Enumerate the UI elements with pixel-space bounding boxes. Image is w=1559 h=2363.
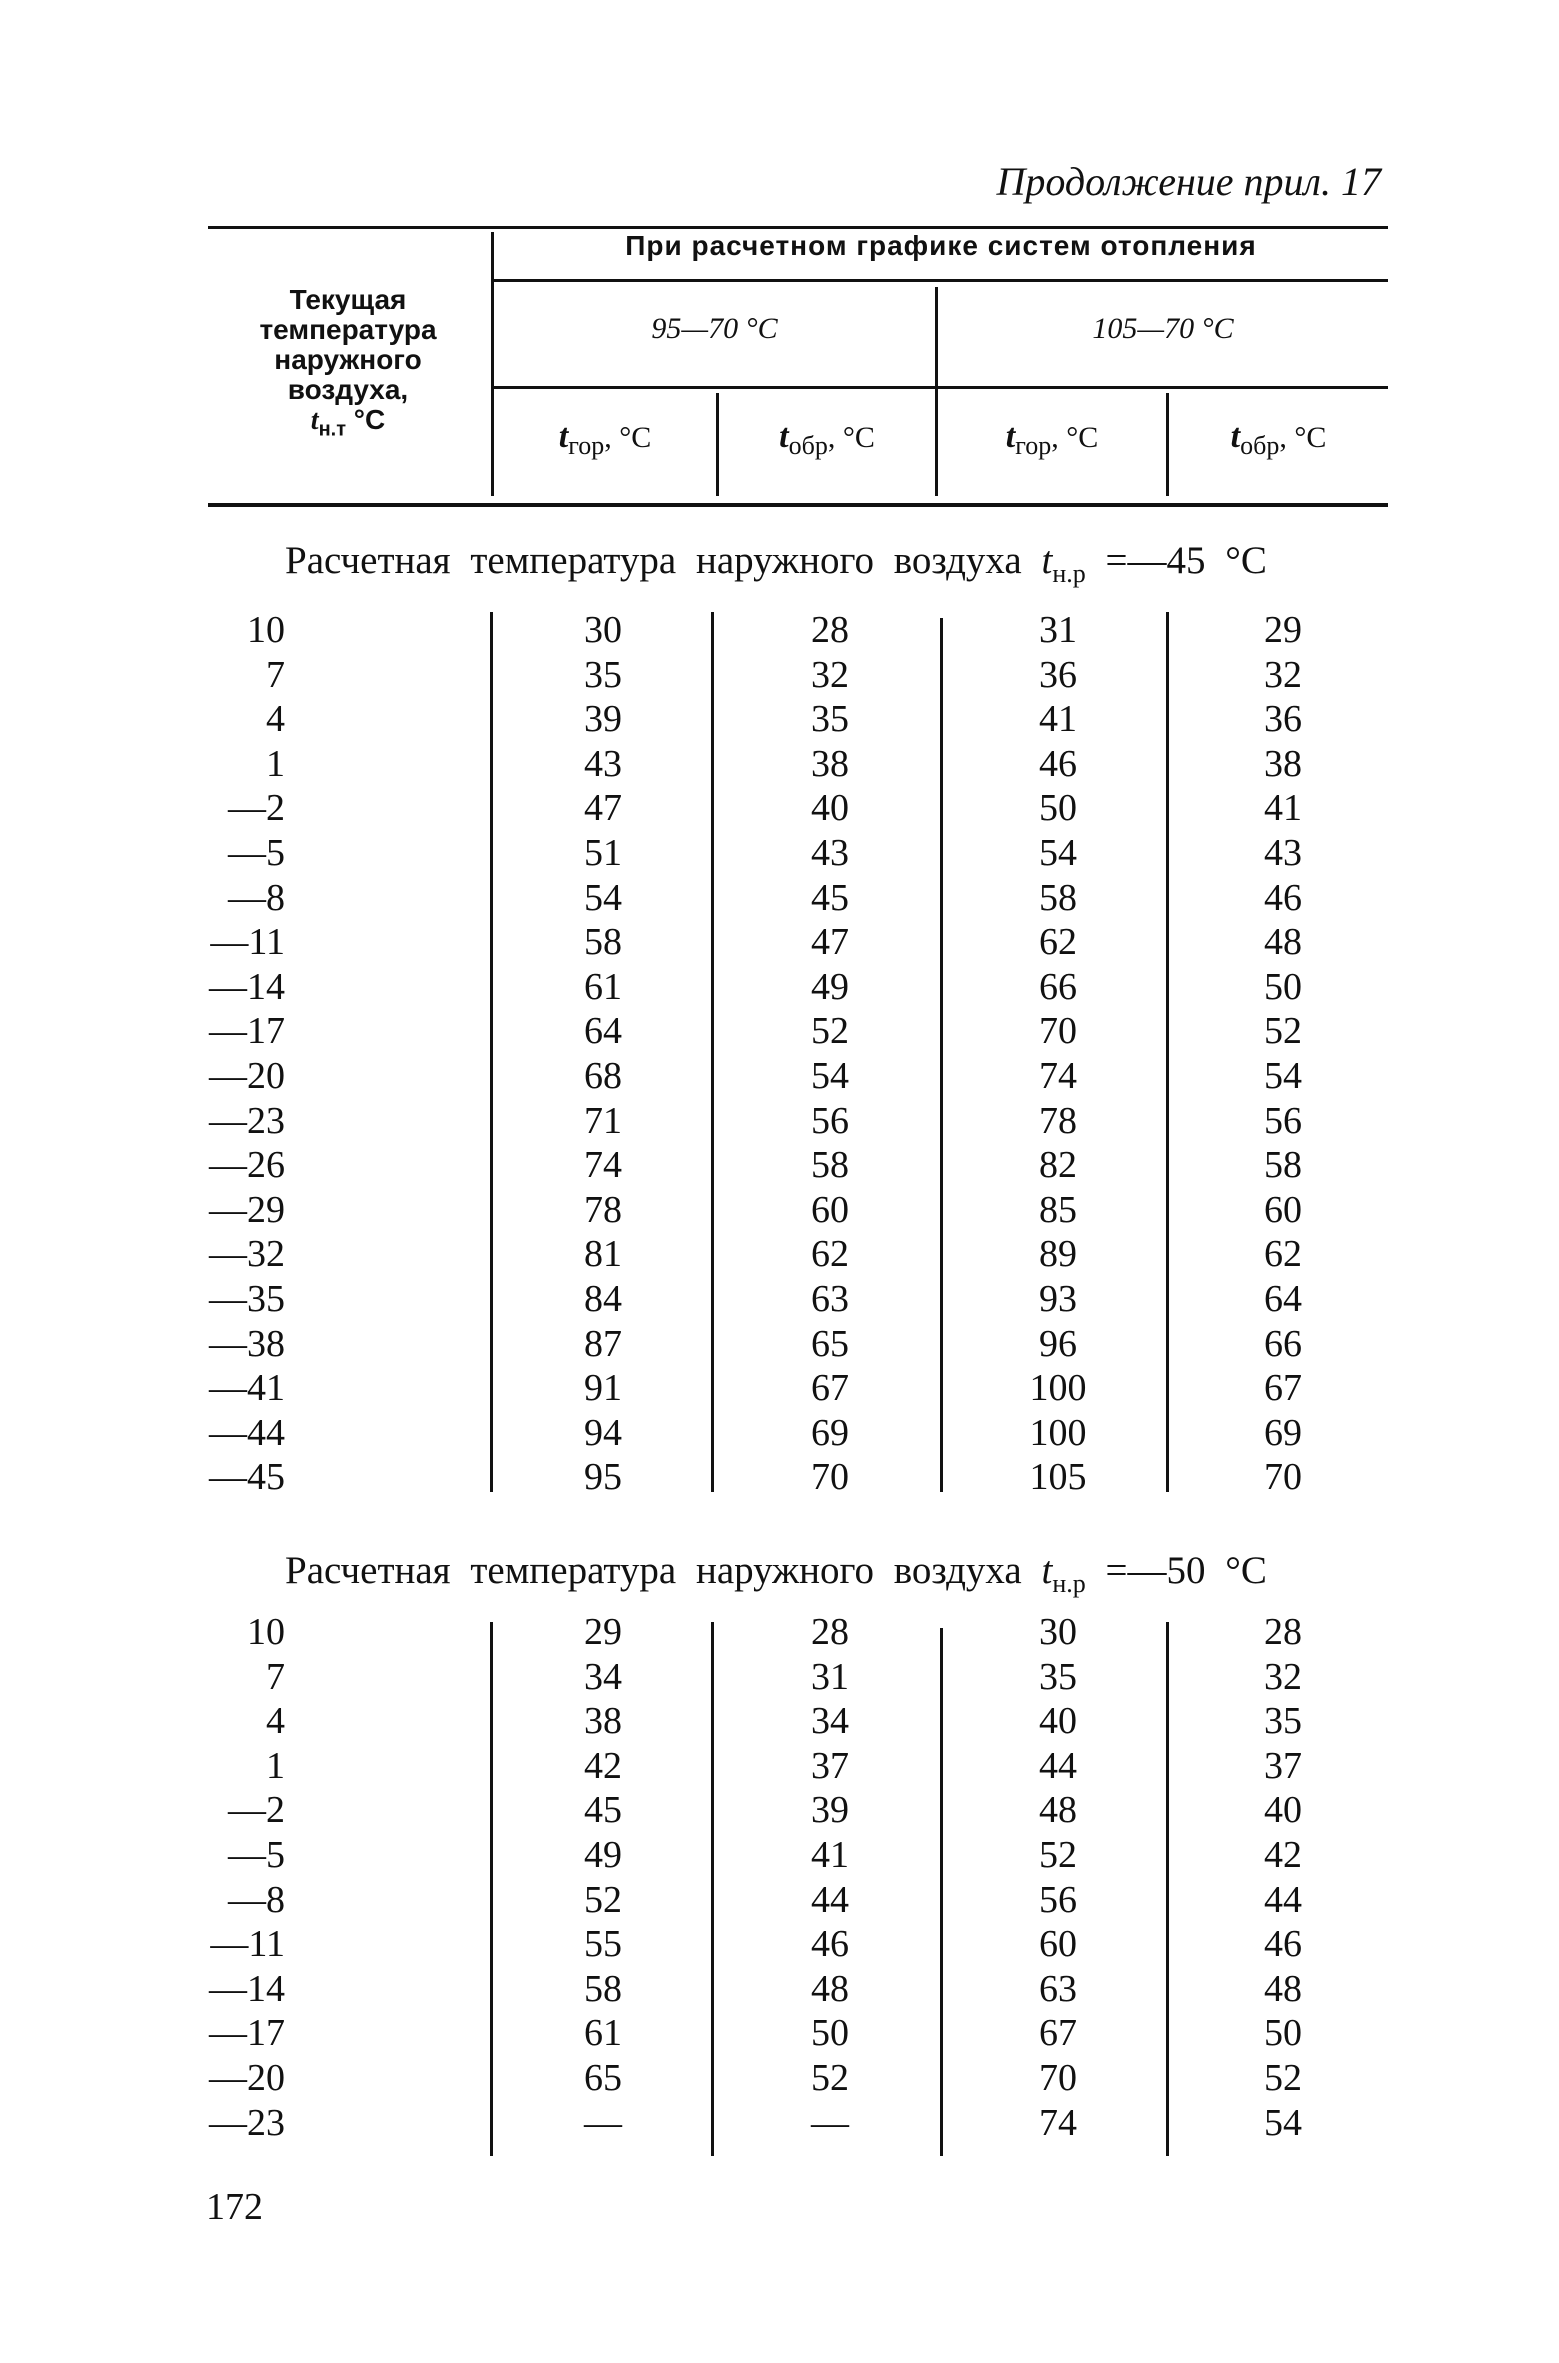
supply-95-70-cell: 65 — [584, 2057, 622, 2099]
outdoor-temp-cell: 10 — [247, 609, 285, 651]
return-95-70-cell: 58 — [811, 1144, 849, 1187]
supply-105-70-cell: 31 — [1039, 609, 1077, 651]
outdoor-temp-cell: —17 — [209, 2012, 285, 2055]
column-subscript: обр — [1240, 431, 1280, 460]
supply-105-70-cell: 85 — [1039, 1188, 1077, 1231]
return-95-70-cell: 43 — [811, 832, 849, 874]
table-row — [0, 1788, 1559, 1832]
return-105-70-cell: 62 — [1264, 1233, 1302, 1276]
table-row — [0, 1099, 1559, 1143]
outdoor-temp-cell: 7 — [266, 1655, 285, 1698]
outdoor-temp-cell: 1 — [266, 742, 285, 785]
supply-95-70-cell: 34 — [584, 1655, 622, 1698]
column-header — [938, 418, 1166, 461]
stub-subscript: н.т — [318, 418, 346, 441]
supply-95-70-cell: 51 — [584, 832, 622, 874]
table-row — [0, 1232, 1559, 1276]
return-105-70-cell: 50 — [1264, 2012, 1302, 2055]
return-95-70-cell: 35 — [811, 698, 849, 741]
supply-95-70-cell: 54 — [584, 876, 622, 919]
table-row — [0, 2101, 1559, 2145]
outdoor-temp-cell: 7 — [266, 653, 285, 696]
column-unit: , °C — [827, 421, 875, 454]
supply-95-70-cell: 30 — [584, 609, 622, 651]
return-95-70-cell: 62 — [811, 1233, 849, 1276]
table-row — [0, 2056, 1559, 2100]
outdoor-temp-cell: —20 — [209, 2057, 285, 2099]
supply-105-70-cell: 67 — [1039, 2012, 1077, 2055]
outdoor-temp-cell: —8 — [228, 1878, 285, 1921]
supply-105-70-cell: 78 — [1039, 1099, 1077, 1142]
supply-105-70-cell: 44 — [1039, 1744, 1077, 1787]
outdoor-temp-cell: —11 — [210, 1923, 285, 1966]
supply-95-70-cell: 47 — [584, 787, 622, 830]
return-95-70-cell: 46 — [811, 1923, 849, 1966]
supply-95-70-cell: 52 — [584, 1878, 622, 1921]
table-row — [0, 1366, 1559, 1410]
return-95-70-cell: 63 — [811, 1278, 849, 1320]
table-row — [0, 653, 1559, 697]
supply-95-70-cell: 55 — [584, 1923, 622, 1966]
column-symbol: t — [1230, 418, 1241, 455]
supply-95-70-cell: 64 — [584, 1010, 622, 1053]
supply-105-70-cell: 41 — [1039, 698, 1077, 741]
column-unit: , °C — [604, 421, 652, 454]
supply-105-70-cell: 60 — [1039, 1923, 1077, 1966]
supply-105-70-cell: 56 — [1039, 1878, 1077, 1921]
supply-105-70-cell: 100 — [1029, 1411, 1087, 1454]
return-105-70-cell: 48 — [1264, 921, 1302, 964]
return-105-70-cell: 40 — [1264, 1789, 1302, 1832]
header-top-rule — [208, 226, 1388, 229]
return-95-70-cell: — — [811, 2101, 849, 2144]
header-stub — [208, 285, 488, 445]
section-title-prefix: Расчетная температура наружного воздуха — [285, 539, 1022, 582]
column-unit: , °C — [1051, 421, 1099, 454]
continuation-label: Продолжение прил. 17 — [996, 159, 1381, 204]
supply-95-70-cell: 68 — [584, 1055, 622, 1097]
return-95-70-cell: 41 — [811, 1834, 849, 1876]
supply-95-70-cell: 78 — [584, 1188, 622, 1231]
return-105-70-cell: 56 — [1264, 1099, 1302, 1142]
supply-105-70-cell: 66 — [1039, 965, 1077, 1008]
supply-95-70-cell: 84 — [584, 1278, 622, 1320]
supply-95-70-cell: 58 — [584, 1967, 622, 2010]
return-105-70-cell: 46 — [1264, 1923, 1302, 1966]
table-row — [0, 1188, 1559, 1232]
return-95-70-cell: 67 — [811, 1367, 849, 1410]
outdoor-temp-cell: —8 — [228, 876, 285, 919]
column-header — [494, 418, 716, 461]
supply-95-70-cell: 35 — [584, 653, 622, 696]
outdoor-temp-cell: —44 — [209, 1411, 285, 1454]
table-row — [0, 2011, 1559, 2055]
group-title: При расчетном графике систем отопления — [625, 230, 1257, 261]
return-95-70-cell: 56 — [811, 1099, 849, 1142]
column-subscript: гор — [568, 431, 605, 460]
supply-95-70-cell: 95 — [584, 1456, 622, 1499]
stub-unit: °C — [353, 404, 386, 435]
outdoor-temp-cell: —23 — [209, 2101, 285, 2144]
outdoor-temp-cell: —5 — [228, 1834, 285, 1876]
section-title-prefix: Расчетная температура наружного воздуха — [285, 1549, 1022, 1592]
outdoor-temp-cell: 4 — [266, 1700, 285, 1743]
return-105-70-cell: 64 — [1264, 1278, 1302, 1320]
outdoor-temp-cell: 4 — [266, 698, 285, 741]
table-row — [0, 608, 1559, 652]
supply-95-70-cell: 74 — [584, 1144, 622, 1187]
return-95-70-cell: 54 — [811, 1055, 849, 1097]
table-row — [0, 786, 1559, 830]
section-title — [285, 1548, 1267, 1599]
supply-105-70-cell: 50 — [1039, 787, 1077, 830]
return-105-70-cell: 36 — [1264, 698, 1302, 741]
supply-105-70-cell: 74 — [1039, 1055, 1077, 1097]
return-95-70-cell: 70 — [811, 1456, 849, 1499]
return-95-70-cell: 28 — [811, 609, 849, 651]
supply-105-70-cell: 58 — [1039, 876, 1077, 919]
supply-105-70-cell: 100 — [1029, 1367, 1087, 1410]
supply-105-70-cell: 30 — [1039, 1611, 1077, 1653]
return-105-70-cell: 70 — [1264, 1456, 1302, 1499]
return-105-70-cell: 32 — [1264, 653, 1302, 696]
supply-105-70-cell: 63 — [1039, 1967, 1077, 2010]
outdoor-temp-cell: —20 — [209, 1055, 285, 1097]
return-105-70-cell: 52 — [1264, 1010, 1302, 1053]
section-title-subscript: н.р — [1052, 1568, 1086, 1598]
outdoor-temp-cell: —14 — [209, 1967, 285, 2010]
table-row — [0, 1054, 1559, 1098]
section-title-value: =—45 °C — [1105, 539, 1267, 582]
return-95-70-cell: 65 — [811, 1322, 849, 1365]
return-105-70-cell: 38 — [1264, 742, 1302, 785]
return-105-70-cell: 37 — [1264, 1744, 1302, 1787]
return-105-70-cell: 35 — [1264, 1700, 1302, 1743]
return-105-70-cell: 29 — [1264, 609, 1302, 651]
return-95-70-cell: 60 — [811, 1188, 849, 1231]
supply-95-70-cell: 94 — [584, 1411, 622, 1454]
column-header — [719, 418, 935, 461]
outdoor-temp-cell: —2 — [228, 787, 285, 830]
outdoor-temp-cell: —23 — [209, 1099, 285, 1142]
return-105-70-cell: 69 — [1264, 1411, 1302, 1454]
stub-symbol-line — [208, 405, 488, 445]
supply-105-70-cell: 96 — [1039, 1322, 1077, 1365]
return-95-70-cell: 45 — [811, 876, 849, 919]
supply-105-70-cell: 70 — [1039, 1010, 1077, 1053]
header-schedule-rule — [494, 386, 1388, 389]
supply-95-70-cell: 29 — [584, 1611, 622, 1653]
section-title-subscript: н.р — [1052, 558, 1086, 588]
column-symbol: t — [1005, 418, 1016, 455]
outdoor-temp-cell: —41 — [209, 1367, 285, 1410]
return-105-70-cell: 28 — [1264, 1611, 1302, 1653]
return-95-70-cell: 47 — [811, 921, 849, 964]
supply-105-70-cell: 36 — [1039, 653, 1077, 696]
return-105-70-cell: 48 — [1264, 1967, 1302, 2010]
supply-95-70-cell: 58 — [584, 921, 622, 964]
section-title-symbol: t — [1041, 539, 1053, 582]
table-row — [0, 1411, 1559, 1455]
outdoor-temp-cell: —35 — [209, 1278, 285, 1320]
stub-line: Текущая — [289, 284, 407, 315]
return-95-70-cell: 32 — [811, 653, 849, 696]
return-95-70-cell: 50 — [811, 2012, 849, 2055]
table-row — [0, 1922, 1559, 1966]
return-95-70-cell: 48 — [811, 1967, 849, 2010]
table-row — [0, 1143, 1559, 1187]
supply-105-70-cell: 105 — [1029, 1456, 1087, 1499]
return-95-70-cell: 40 — [811, 787, 849, 830]
header-bottom-rule — [208, 503, 1388, 507]
outdoor-temp-cell: —11 — [210, 921, 285, 964]
return-105-70-cell: 41 — [1264, 787, 1302, 830]
table-row — [0, 742, 1559, 786]
return-105-70-cell: 44 — [1264, 1878, 1302, 1921]
return-105-70-cell: 46 — [1264, 876, 1302, 919]
header-group-rule — [494, 279, 1388, 282]
supply-95-70-cell: 49 — [584, 1834, 622, 1876]
table-row — [0, 1744, 1559, 1788]
supply-105-70-cell: 62 — [1039, 921, 1077, 964]
return-105-70-cell: 42 — [1264, 1834, 1302, 1876]
outdoor-temp-cell: —29 — [209, 1188, 285, 1231]
return-95-70-cell: 52 — [811, 1010, 849, 1053]
supply-105-70-cell: 70 — [1039, 2057, 1077, 2099]
table-row — [0, 697, 1559, 741]
return-95-70-cell: 28 — [811, 1611, 849, 1653]
column-symbol: t — [779, 418, 789, 455]
return-105-70-cell: 52 — [1264, 2057, 1302, 2099]
section-title-symbol: t — [1041, 1549, 1053, 1592]
table-row — [0, 1277, 1559, 1321]
table-row — [0, 1610, 1559, 1654]
return-95-70-cell: 34 — [811, 1700, 849, 1743]
return-95-70-cell: 44 — [811, 1878, 849, 1921]
return-105-70-cell: 58 — [1264, 1144, 1302, 1187]
section-title-value: =—50 °C — [1105, 1549, 1267, 1592]
return-95-70-cell: 31 — [811, 1655, 849, 1698]
supply-105-70-cell: 35 — [1039, 1655, 1077, 1698]
table-row — [0, 831, 1559, 875]
table-row — [0, 1699, 1559, 1743]
return-105-70-cell: 54 — [1264, 1055, 1302, 1097]
schedule-label: 105—70 °C — [1092, 312, 1234, 345]
column-symbol: t — [558, 418, 569, 455]
table-row — [0, 1455, 1559, 1499]
supply-105-70-cell: 46 — [1039, 742, 1077, 785]
stub-symbol: t — [310, 405, 319, 436]
column-subscript: обр — [788, 431, 828, 460]
outdoor-temp-cell: —14 — [209, 965, 285, 1008]
return-105-70-cell: 32 — [1264, 1655, 1302, 1698]
return-105-70-cell: 43 — [1264, 832, 1302, 874]
supply-95-70-cell: 42 — [584, 1744, 622, 1787]
supply-95-70-cell: 61 — [584, 2012, 622, 2055]
table-row — [0, 1009, 1559, 1053]
supply-105-70-cell: 48 — [1039, 1789, 1077, 1832]
column-header — [1169, 418, 1388, 461]
outdoor-temp-cell: —45 — [209, 1456, 285, 1499]
supply-95-70-cell: 45 — [584, 1789, 622, 1832]
supply-105-70-cell: 54 — [1039, 832, 1077, 874]
outdoor-temp-cell: —5 — [228, 832, 285, 874]
outdoor-temp-cell: —2 — [228, 1789, 285, 1832]
stub-line: воздуха, — [287, 374, 409, 405]
return-105-70-cell: 50 — [1264, 965, 1302, 1008]
outdoor-temp-cell: 10 — [247, 1611, 285, 1653]
table-row — [0, 1833, 1559, 1877]
supply-95-70-cell: — — [584, 2101, 622, 2144]
stub-line: наружного — [274, 344, 422, 375]
supply-105-70-cell: 89 — [1039, 1233, 1077, 1276]
table-row — [0, 1878, 1559, 1922]
table-row — [0, 965, 1559, 1009]
return-105-70-cell: 60 — [1264, 1188, 1302, 1231]
page-number: 172 — [206, 2186, 263, 2228]
supply-105-70-cell: 74 — [1039, 2101, 1077, 2144]
supply-95-70-cell: 81 — [584, 1233, 622, 1276]
outdoor-temp-cell: —17 — [209, 1010, 285, 1053]
return-95-70-cell: 38 — [811, 742, 849, 785]
return-95-70-cell: 49 — [811, 965, 849, 1008]
column-subscript: гор — [1015, 431, 1052, 460]
table-row — [0, 876, 1559, 920]
table-row — [0, 1322, 1559, 1366]
stub-line: температура — [259, 314, 437, 345]
section-title — [285, 538, 1267, 589]
return-95-70-cell: 52 — [811, 2057, 849, 2099]
supply-105-70-cell: 52 — [1039, 1834, 1077, 1876]
schedule-label: 95—70 °C — [651, 312, 778, 345]
outdoor-temp-cell: 1 — [266, 1744, 285, 1787]
supply-105-70-cell: 40 — [1039, 1700, 1077, 1743]
supply-95-70-cell: 91 — [584, 1367, 622, 1410]
return-95-70-cell: 37 — [811, 1744, 849, 1787]
outdoor-temp-cell: —38 — [209, 1322, 285, 1365]
return-95-70-cell: 69 — [811, 1411, 849, 1454]
supply-95-70-cell: 43 — [584, 742, 622, 785]
supply-95-70-cell: 87 — [584, 1322, 622, 1365]
table-row — [0, 1967, 1559, 2011]
supply-95-70-cell: 71 — [584, 1099, 622, 1142]
column-unit: , °C — [1279, 421, 1327, 454]
supply-95-70-cell: 61 — [584, 965, 622, 1008]
return-105-70-cell: 66 — [1264, 1322, 1302, 1365]
outdoor-temp-cell: —32 — [209, 1233, 285, 1276]
outdoor-temp-cell: —26 — [209, 1144, 285, 1187]
supply-95-70-cell: 39 — [584, 698, 622, 741]
return-95-70-cell: 39 — [811, 1789, 849, 1832]
supply-95-70-cell: 38 — [584, 1700, 622, 1743]
supply-105-70-cell: 82 — [1039, 1144, 1077, 1187]
table-row — [0, 920, 1559, 964]
table-row — [0, 1655, 1559, 1699]
return-105-70-cell: 67 — [1264, 1367, 1302, 1410]
supply-105-70-cell: 93 — [1039, 1278, 1077, 1320]
return-105-70-cell: 54 — [1264, 2101, 1302, 2144]
